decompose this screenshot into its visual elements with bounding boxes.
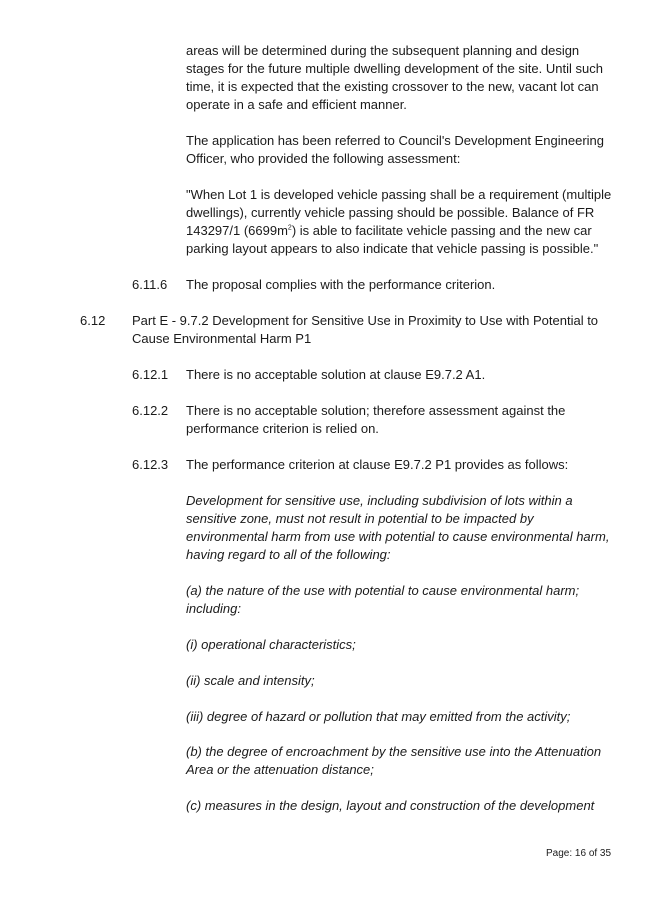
engineering-quote — [186, 186, 612, 258]
criterion-item-a: (a) the nature of the use with potential to cause environmental harm; including: — [186, 583, 580, 616]
section-number: 6.12.3 — [132, 457, 169, 472]
section-heading: Part E - 9.7.2 Development for Sensitive Use in Proximity to Use with Potential to Cause Environmental Harm P1 — [132, 313, 599, 346]
section-number: 6.11.6 — [132, 277, 168, 292]
criterion-item-ii: (ii) scale and intensity; — [186, 673, 315, 688]
criterion-item-b: (b) the degree of encroachment by the sensitive use into the Attenuation Area or the attenuation distance; — [186, 744, 602, 777]
section-text: There is no acceptable solution; therefore assessment against the performance criterion is relied on. — [186, 403, 566, 436]
criterion-item-iii: (iii) degree of hazard or pollution that may emitted from the activity; — [186, 709, 571, 724]
criterion-item-i: (i) operational characteristics; — [186, 637, 356, 652]
criterion-item-c: (c) measures in the design, layout and construction of the development — [186, 798, 595, 813]
paragraph-referral: The application has been referred to Council's Development Engineering Officer, who provided the following assessment: — [186, 133, 605, 166]
quote-text-part1: "When Lot 1 is developed vehicle passing shall be a requirement (multiple dwellings), currently vehicle passing should be possible. Balance of FR 143297/1 (6699m — [186, 187, 612, 238]
section-text: The performance criterion at clause E9.7.2 P1 provides as follows: — [186, 457, 569, 472]
section-text: The proposal complies with the performance criterion. — [186, 277, 496, 292]
quote-superscript: 2 — [287, 224, 292, 232]
section-number: 6.12 — [80, 313, 106, 328]
paragraph-crossover: areas will be determined during the subsequent planning and design stages for the future multiple dwelling development of the site. Until such time, it is expected that the existing crossover to the new, vacant lot can operate in a safe and efficient manner. — [186, 43, 603, 112]
section-text: There is no acceptable solution at clause E9.7.2 A1. — [186, 367, 486, 382]
section-number: 6.12.2 — [132, 403, 169, 418]
section-number: 6.12.1 — [132, 367, 169, 382]
page-number: Page: 16 of 35 — [546, 848, 612, 859]
criterion-intro: Development for sensitive use, including subdivision of lots within a sensitive zone, must not result in potential to be impacted by environmental harm from use with potential to cause environmental harm, having regard to all of the following: — [186, 493, 610, 562]
quote-text-part2: ) is able to facilitate vehicle passing and the new car parking layout appears to also indicate that vehicle passing is possible." — [186, 223, 599, 256]
